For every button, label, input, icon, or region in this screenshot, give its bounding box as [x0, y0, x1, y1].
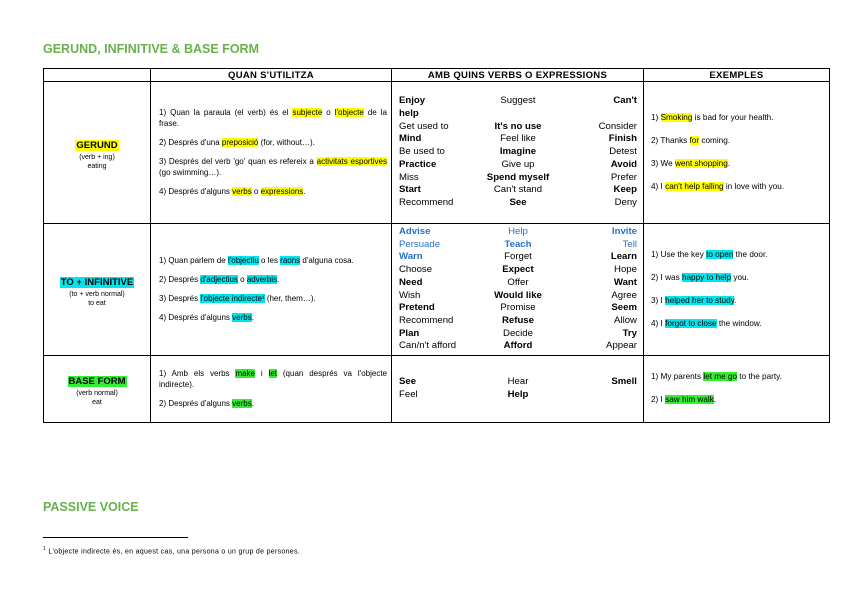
use-text: . [251, 399, 254, 409]
verb-item: Invite [611, 226, 637, 237]
use-highlight: verbs [232, 313, 252, 323]
use-highlight: make [235, 369, 255, 379]
example-text: 2) I [651, 395, 666, 405]
use-text: 1) Amb els verbs [159, 369, 236, 379]
gerund-sub2: eating [87, 162, 107, 170]
footnote-mark: 1 [43, 546, 47, 552]
use-highlight: expressions [260, 187, 304, 196]
use-highlight: l'objecte [334, 108, 364, 117]
verb-item: Appear [606, 340, 637, 352]
gerund-example-1 [651, 112, 825, 123]
verb-item: Wish [399, 289, 421, 301]
verb-item: Warn [399, 251, 423, 263]
verb-row [399, 172, 637, 185]
verb-item: Miss [399, 171, 419, 183]
verb-item: Feel like [500, 133, 536, 145]
use-text: . [251, 313, 254, 323]
verb-item: See [509, 196, 527, 208]
verb-item: Refuse [501, 314, 534, 326]
base-uses [151, 356, 392, 423]
passive-voice-title: PASSIVE VOICE [43, 500, 139, 514]
verb-row [399, 184, 637, 197]
example-highlight: for [689, 135, 700, 145]
use-highlight: activitats esportives [316, 157, 388, 166]
example-highlight: Smoking [660, 112, 693, 122]
gerund-name: GERUND [76, 139, 118, 151]
verb-item: Learn [610, 251, 637, 263]
gerund-use-3 [159, 156, 387, 178]
use-highlight: let [268, 369, 277, 379]
verb-row [399, 133, 637, 146]
use-text: o [322, 108, 335, 117]
header-row [44, 69, 830, 82]
example-text: 4) I [651, 318, 666, 328]
base-use-2 [159, 398, 387, 409]
verb-item: Allow [614, 314, 637, 326]
verb-item: help [399, 108, 419, 120]
verb-item: Spend myself [486, 171, 550, 183]
infinitive-example-3 [651, 295, 825, 306]
infinitive-label-cell [44, 224, 151, 356]
use-text: i [255, 369, 269, 379]
verb-item: Can't [613, 95, 637, 107]
verb-item [558, 389, 637, 402]
use-text: (go swimming…). [159, 168, 222, 177]
gerund-verbs [392, 82, 644, 224]
verb-item: Persuade [399, 238, 441, 250]
use-highlight: adverbis [246, 275, 278, 285]
gerund-label-cell [44, 82, 151, 224]
example-text: 1) Use the key [651, 249, 707, 259]
use-highlight: l'objectiu [227, 256, 259, 266]
gerund-use-4 [159, 186, 387, 197]
infinitive-sub1: (to + verb normal) [69, 290, 125, 298]
use-text: 1) Quan parlem de [159, 256, 228, 266]
verb-item: Would like [494, 289, 542, 301]
verb-item: Decide [503, 327, 533, 339]
example-text: 2) I was [651, 272, 682, 282]
verb-item: Try [622, 327, 637, 339]
row-infinitive [44, 224, 830, 356]
gerund-use-2 [159, 137, 387, 148]
example-text: 2) Thanks [651, 135, 690, 145]
base-label-cell [44, 356, 151, 423]
use-text: (her, them…). [264, 294, 316, 304]
example-text: 4) I [651, 181, 666, 191]
verb-item: Advise [399, 226, 431, 237]
verb-item: Agree [611, 289, 637, 301]
use-text: de la frase. [159, 108, 387, 128]
example-highlight: forgot to close [665, 318, 717, 328]
use-text: (for, without…). [258, 138, 315, 147]
infinitive-use-4 [159, 312, 387, 323]
verb-row [399, 328, 637, 341]
use-text: d'alguna cosa. [300, 256, 354, 266]
example-text: . [713, 395, 717, 405]
verb-item: Prefer [610, 171, 637, 183]
infinitive-verbs [392, 224, 644, 356]
base-use-1 [159, 368, 387, 390]
row-base-form [44, 356, 830, 423]
use-text: . [303, 187, 306, 196]
verb-item: Finish [608, 133, 637, 145]
example-text: to the party. [737, 372, 782, 382]
use-text: 2) Després [159, 275, 201, 285]
verb-item: Seem [611, 302, 637, 314]
gerund-uses [151, 82, 392, 224]
gerund-example-4 [651, 181, 825, 192]
base-examples [644, 356, 830, 423]
base-verbs [392, 356, 644, 423]
use-highlight: subjecte [292, 108, 323, 117]
example-highlight: can't help falling [665, 181, 724, 191]
verb-item: Get used to [399, 120, 449, 132]
example-text: in love with you. [723, 181, 785, 191]
base-sub2: eat [92, 399, 102, 407]
verb-item: See [399, 376, 417, 388]
example-highlight: saw him walk [665, 395, 714, 405]
base-example-2 [651, 394, 825, 405]
verb-item: Recommend [399, 314, 454, 326]
example-text: the door. [733, 249, 768, 259]
gerund-use-1 [159, 107, 387, 129]
verb-item: Teach [504, 238, 532, 250]
example-text: you. [731, 272, 749, 282]
verb-item: Practice [399, 158, 437, 170]
infinitive-use-2 [159, 274, 387, 285]
verb-row [399, 95, 637, 108]
infinitive-use-3 [159, 293, 387, 304]
verb-item: Afford [503, 340, 533, 352]
page-title: GERUND, INFINITIVE & BASE FORM [43, 42, 259, 56]
verb-row [399, 197, 637, 210]
verb-item: Forget [504, 251, 532, 263]
verb-item: It's no use [494, 120, 542, 132]
infinitive-uses [151, 224, 392, 356]
infinitive-example-4 [651, 318, 825, 329]
use-text: (quan després va l'objecte indirecte). [159, 369, 387, 390]
example-text: 1) [651, 112, 661, 122]
example-text: coming. [699, 135, 731, 145]
use-text: 4) Després d'alguns [159, 313, 233, 323]
example-text: the window. [716, 318, 762, 328]
verb-row [399, 226, 637, 239]
verb-row [399, 302, 637, 315]
row-gerund [44, 82, 830, 224]
verb-item [558, 108, 637, 121]
verb-item: Avoid [610, 158, 637, 170]
verb-row [399, 146, 637, 159]
infinitive-sub2: to eat [88, 299, 106, 307]
verb-item: Expect [502, 264, 534, 276]
verb-row [399, 251, 637, 264]
header-examples: EXEMPLES [644, 69, 830, 82]
gerund-sub1: (verb + ing) [79, 153, 115, 161]
header-corner [44, 69, 151, 82]
verb-item: Smell [611, 376, 637, 388]
verb-item: Mind [399, 133, 422, 145]
example-text: 3) I [651, 295, 666, 305]
verb-item: Start [399, 184, 421, 196]
infinitive-name: TO + INFINITIVE [60, 276, 134, 288]
header-when: QUAN S'UTILITZA [151, 69, 392, 82]
use-text: 2) Després d'una [159, 138, 222, 147]
verb-item: Hope [614, 264, 637, 276]
verb-item: Can't stand [493, 184, 543, 196]
use-highlight: verbs [232, 187, 252, 196]
verb-item: Pretend [399, 302, 435, 314]
base-sub1: (verb normal) [76, 390, 118, 398]
verb-item: Can/n't afford [399, 340, 457, 352]
verb-item: Be used to [399, 146, 445, 158]
verb-item: Detest [609, 146, 637, 158]
example-highlight: let me go [703, 372, 738, 382]
verb-row [399, 376, 637, 389]
use-highlight: raons [280, 256, 301, 266]
use-text: o [251, 187, 261, 196]
verb-item: Deny [614, 196, 637, 208]
verb-item: Plan [399, 327, 420, 339]
verb-item: Want [613, 276, 637, 288]
verb-item: Help [507, 389, 529, 401]
verb-item: Promise [500, 302, 536, 314]
gerund-example-2 [651, 135, 825, 146]
verb-row [399, 108, 637, 121]
example-highlight: happy to help [681, 272, 732, 282]
verb-item: Help [508, 226, 528, 237]
example-text: 3) We [651, 158, 675, 168]
infinitive-examples [644, 224, 830, 356]
verb-item [478, 108, 557, 121]
verb-item: Tell [622, 238, 637, 250]
verb-item: Suggest [500, 95, 536, 107]
verb-item: Enjoy [399, 95, 426, 107]
use-text: o [237, 275, 247, 285]
verb-row [399, 159, 637, 172]
verb-item: Consider [598, 120, 637, 132]
verb-row [399, 239, 637, 252]
verb-item: Give up [501, 158, 535, 170]
verb-row [399, 264, 637, 277]
example-highlight: to open [706, 249, 734, 259]
use-text: 1) Quan la paraula (el verb) és el [159, 108, 293, 117]
use-highlight: d'adjectius [200, 275, 238, 285]
use-highlight: verbs [232, 399, 252, 409]
footnote-divider [43, 537, 188, 538]
example-text: . [734, 295, 737, 305]
use-text: 4) Després d'alguns [159, 187, 233, 196]
verb-item: Feel [399, 389, 418, 401]
footnote [43, 546, 300, 555]
infinitive-example-2 [651, 272, 825, 283]
use-text: 3) Després [159, 294, 201, 304]
verb-row [399, 340, 637, 353]
verb-row [399, 121, 637, 134]
example-highlight: helped her to study [665, 295, 735, 305]
use-highlight: l'objecte indirecte¹ [200, 294, 265, 304]
verb-row [399, 277, 637, 290]
base-name: BASE FORM [68, 376, 126, 388]
base-example-1 [651, 371, 825, 382]
verb-row [399, 290, 637, 303]
verb-item: Recommend [399, 196, 454, 208]
example-text: . [727, 158, 731, 168]
header-verbs: AMB QUINS VERBS O EXPRESSIONS [392, 69, 644, 82]
footnote-text: L'objecte indirecte és, en aquest cas, una persona o un grup de persones. [46, 548, 301, 556]
gerund-examples [644, 82, 830, 224]
use-text: 2) Després d'alguns [159, 399, 233, 409]
use-text: o les [258, 256, 281, 266]
use-text: . [277, 275, 280, 285]
use-highlight: preposició [221, 138, 259, 147]
verb-item: Need [399, 276, 423, 288]
example-text: 1) My parents [651, 372, 704, 382]
verb-item: Keep [613, 184, 637, 196]
example-highlight: went shopping [674, 158, 728, 168]
gerund-example-3 [651, 158, 825, 169]
verb-item: Choose [399, 264, 433, 276]
example-text: is bad for your health. [692, 112, 774, 122]
verb-row [399, 315, 637, 328]
infinitive-example-1 [651, 249, 825, 260]
verb-item: Offer [507, 276, 529, 288]
infinitive-use-1 [159, 255, 387, 266]
verb-item: Hear [507, 376, 529, 388]
verb-item: Imagine [499, 146, 537, 158]
grammar-table [43, 68, 830, 423]
use-text: 3) Després del verb 'go' quan es refereix a [159, 157, 317, 166]
verb-row [399, 389, 637, 402]
